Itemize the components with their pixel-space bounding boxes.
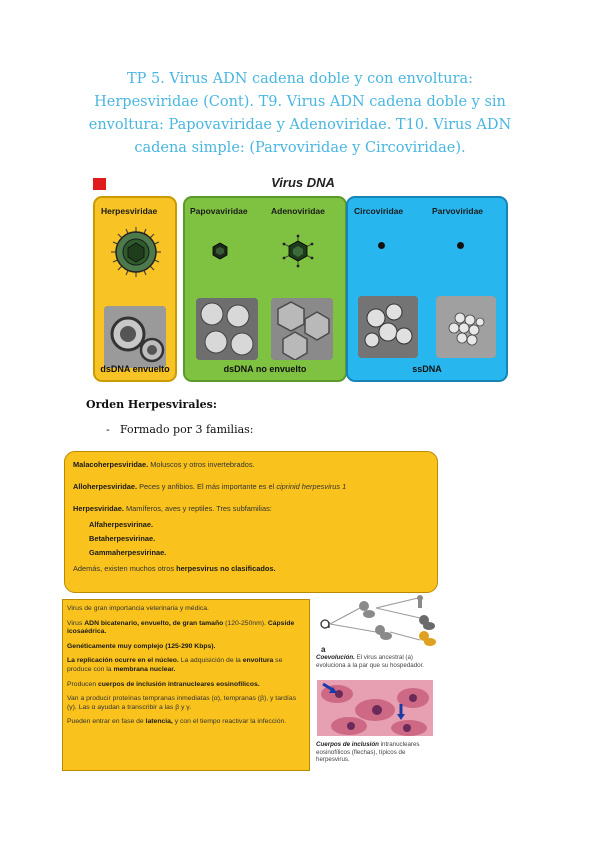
parvoviridae-label: Parvoviridae [432, 206, 484, 216]
herpesvirus-particle-icon [110, 226, 162, 278]
herpesviridae-label: Herpesviridae [101, 206, 158, 216]
info-line-5: Producen cuerpos de inclusión intranucleares eosinofílicos. [67, 680, 260, 688]
circovirus-particle-icon [378, 242, 385, 249]
note-prefix: Además, existen muchos otros [73, 564, 177, 573]
parvovirus-micrograph [436, 296, 496, 358]
note-bold: herpesvirus no clasificados. [176, 564, 276, 573]
herpesviridae-info-box [62, 599, 310, 771]
circovirus-micrograph [358, 296, 418, 358]
non-enveloped-dsdna-panel [183, 196, 347, 382]
papovaviridae-label: Papovaviridae [190, 206, 248, 216]
inclusion-caption: Cuerpos de inclusión intranucleares eosinofílicos (flechas), típicos de herpesvirus. [316, 741, 420, 763]
herpesviridae-panel [93, 196, 177, 382]
subfamily-3: Gammaherpesvirinae. [89, 548, 167, 557]
bullet-item [106, 423, 254, 436]
info-line-6: Van a producir proteínas tempranas inmediatas (α), tempranas (β), y tardías (γ). Las α ayudan a transcribir a las β y γ. [67, 695, 297, 711]
circoviridae-label: Circoviridae [354, 206, 404, 216]
adenovirus-micrograph [271, 298, 333, 360]
bullet-dash: - [106, 423, 110, 436]
families-box [64, 451, 438, 593]
papovavirus-micrograph [196, 298, 258, 360]
subfamily-1: Alfaherpesvirinae. [89, 520, 154, 529]
herpesvirus-micrograph [104, 306, 166, 368]
section-heading: Orden Herpesvirales: [86, 398, 217, 411]
adenovirus-particle-icon [281, 234, 315, 268]
papovavirus-particle-icon [211, 242, 229, 260]
inclusion-bodies-micrograph [317, 680, 433, 736]
malaco-name: Malacoherpesviridae. [73, 460, 149, 469]
coevolution-illustration [316, 594, 440, 646]
bullet-text: Formado por 3 familias: [120, 423, 254, 436]
figure-title: Virus DNA [271, 175, 335, 190]
herpes-desc: Mamíferos, aves y reptiles. Tres subfamilias: [123, 504, 272, 513]
herpes-name: Herpesviridae. [73, 504, 124, 513]
allo-virus: ciprinid herpesvirus 1 [276, 482, 347, 491]
blue-footer: ssDNA [412, 364, 442, 374]
page-title: TP 5. Virus ADN cadena doble y con envoltura: Herpesviridae (Cont). T9. Virus ADN cadena doble y sin envoltura: Papovaviridae y Adenoviridae. T10. Virus ADN cadena simple: (Parvoviridae y Circoviridae). [88, 71, 512, 156]
info-line-4: La replicación ocurre en el núcleo. La adquisición de la envoltura se produce con la membrana nuclear. [67, 657, 283, 673]
info-line-7: Pueden entrar en fase de latencia, y con el tiempo reactivar la infección. [67, 718, 287, 726]
coevolution-caption: Coevolución. El virus ancestral (a) evoluciona a la par que su hospedador. [316, 654, 425, 669]
ssdna-panel [346, 196, 508, 382]
info-line-1: Virus de gran importancia veterinaria y médica. [67, 605, 209, 612]
adenoviridae-label: Adenoviridae [271, 206, 325, 216]
coevolution-letter: a [321, 645, 326, 654]
info-line-3: Genéticamente muy complejo (125-290 Kbps). [67, 642, 216, 650]
parvovirus-particle-icon [457, 242, 464, 249]
herpes-footer: dsDNA envuelto [100, 364, 170, 374]
red-square-marker [93, 178, 106, 190]
allo-desc: Peces y anfibios. El más importante es el [137, 482, 277, 491]
virus-dna-figure [88, 170, 512, 386]
subfamily-2: Betaherpesvirinae. [89, 534, 156, 543]
malaco-desc: Moluscos y otros invertebrados. [148, 460, 255, 469]
green-footer: dsDNA no envuelto [223, 364, 307, 374]
allo-name: Alloherpesviridae. [73, 482, 138, 491]
info-line-2: Virus ADN bicatenario, envuelto, de gran tamaño (120-250nm). Cápside icosaédrica. [67, 619, 295, 636]
